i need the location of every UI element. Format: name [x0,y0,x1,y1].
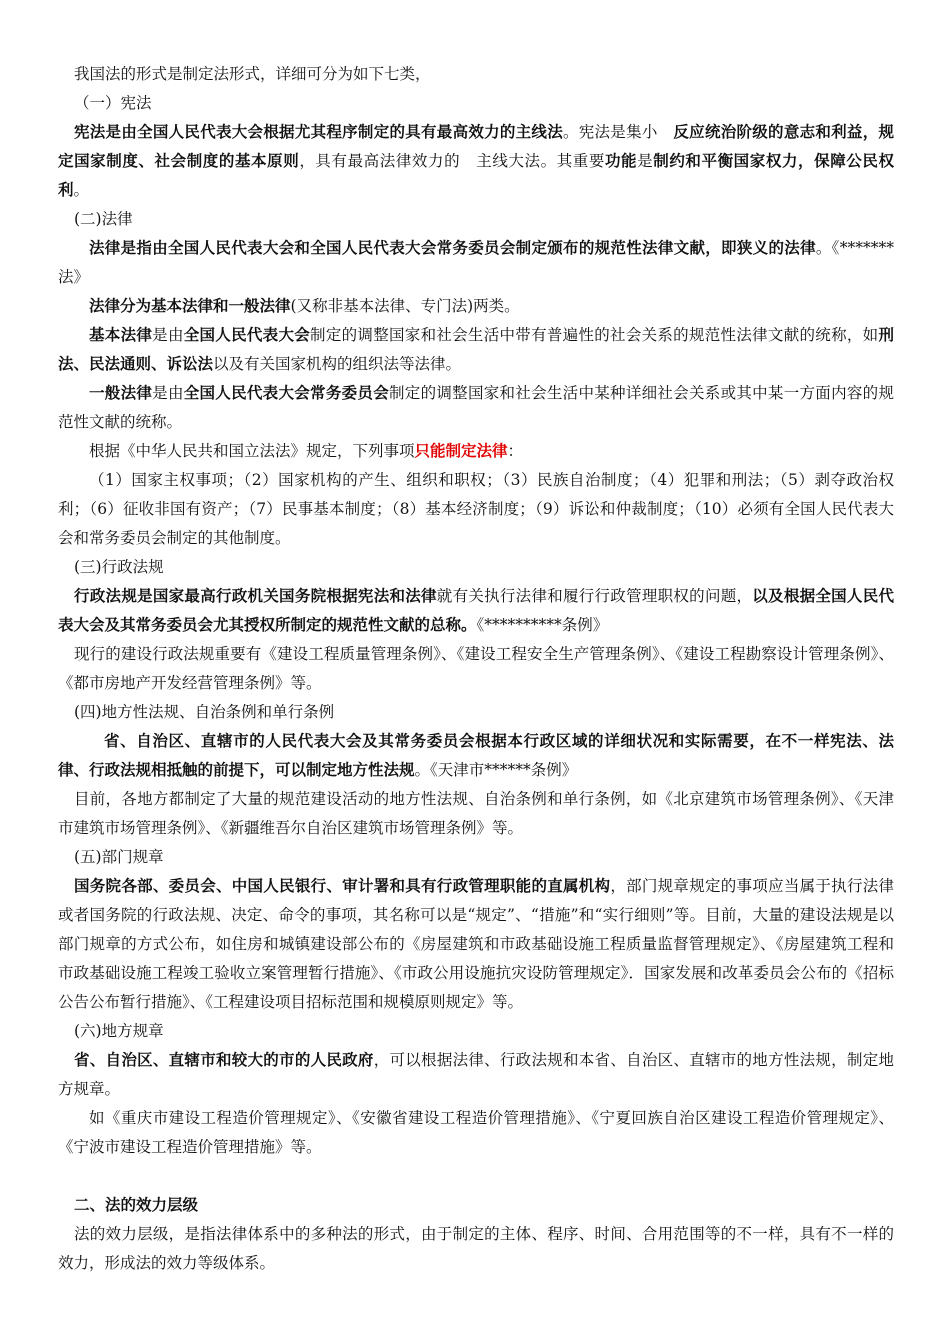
text: 根据《中华人民共和国立法法》规定，下列事项 [89,442,415,460]
text: ，可以根据法律、行政法规和本省、自治区、直辖市的地方性法规，制定地方规章。 [58,1051,894,1098]
administrative-examples-paragraph: 现行的建设行政法规重要有《建设工程质量管理条例》、《建设工程安全生产管理条例》、《建设工程勘察设计管理条例》、《都市房地产开发经营管理条例》等。 [58,645,894,692]
bold-text: 制约和平衡国家权力，保障公民权利 [58,152,894,199]
section-heading-department-rules: (五)部门规章 [74,848,164,866]
spacer [58,1162,894,1191]
local-rules-examples-paragraph: 如《重庆市建设工程造价管理规定》、《安徽省建设工程造价管理措施》、《宁夏回族自治区建设工程造价管理规定》、《宁波市建设工程造价管理措施》等。 [58,1109,894,1156]
bold-text: 一般法律 [89,384,153,402]
constitution-paragraph [58,118,894,205]
text: 是由 [152,384,184,402]
local-examples-paragraph: 目前，各地方都制定了大量的规范建设活动的地方性法规、自治条例和单行条例，如《北京建筑市场管理条例》、《天津市建筑市场管理条例》、《新疆维吾尔自治区建筑市场管理条例》等。 [58,790,894,837]
text: ，具有最高法律效力的 主线大法。其重要 [299,152,605,170]
bold-text: 法律是指由全国人民代表大会和全国人民代表大会常务委员会制定颁布的规范性法律文献，即狭义的法律 [89,239,816,257]
legislation-law-paragraph [58,437,894,466]
text: 以及有关国家机构的组织法等法律。 [213,355,462,373]
text: ，部门规章规定的事项应当属于执行法律或者国务院的行政法规、决定、命令的事项，其名称可以是“规定”、“措施”和“实行细则”等。目前，大量的建设法规是以部门规章的方式公布，如住房和城镇建设部公布的《房屋建筑和市政基础设施工程质量监督管理规定》、《房屋建筑工程和市政基础设施工程竣工验收立案管理暂行措施》、《市政公用设施抗灾设防管理规定》．国家发展和改革委员会公布的《招标公告公布暂行措施》、《工程建设项目招标范围和规模原则规定》等。 [58,877,894,1011]
text: 制定的调整国家和社会生活中带有普遍性的社会关系的规范性法律文献的统称，如 [310,326,879,344]
text: 《**********条例》 [476,616,609,634]
text: ： [507,442,524,460]
section-heading-law: (二)法律 [74,210,133,228]
text: 是 [637,152,654,170]
bold-text: 行政法规是国家最高行政机关国务院根据宪法和法律 [74,587,437,605]
bold-text: 省、自治区、直辖市的人民代表大会及其常务委员会根据本行政区域的详细状况和实际需要，在不一样宪法、法律、行政法规相抵触的前提下，可以制定地方性法规 [58,732,894,779]
bold-text: 功能 [604,152,638,170]
section-heading-local-rules: (六)地方规章 [74,1022,164,1040]
bold-text: 法律分为基本法律和一般法律 [89,297,291,315]
text: 。 [73,181,90,199]
document-page [58,60,894,1278]
law-definition-paragraph [58,234,894,292]
department-rules-paragraph [58,872,894,1017]
reserved-matters-list: （1）国家主权事项；（2）国家机构的产生、组织和职权；（3）民族自治制度；（4）犯罪和刑法；（5）剥夺政治权利；（6）征收非国有资产；（7）民事基本制度；（8）基本经济制度；（9）诉讼和仲裁制度；（10）必须有全国人民代表大会和常务委员会制定的其他制度。 [58,471,894,547]
administrative-regulations-paragraph [58,582,894,640]
local-rules-paragraph [58,1046,894,1104]
general-law-paragraph [58,379,894,437]
text: 是由 [152,326,184,344]
section-heading-constitution: （一）宪法 [74,94,152,112]
text: 就有关执行法律和履行行政管理职权的问题， [436,587,753,605]
bold-text: 基本法律 [89,326,153,344]
bold-text: 以及根据全国人民代表大会及其常务委员会尤其授权所制定的规范性文献的总称。 [58,587,894,634]
bold-text: 刑法、民法通则、诉讼法 [58,326,894,373]
effect-hierarchy-paragraph: 法的效力层级，是指法律体系中的多种法的形式，由于制定的主体、程序、时间、合用范围等的不一样，具有不一样的效力，形成法的效力等级体系。 [58,1225,894,1272]
local-regulations-paragraph [58,727,894,785]
section-heading-administrative-regulations: (三)行政法规 [74,558,164,576]
law-types-paragraph [58,292,894,321]
text: 。《*******法》 [58,239,894,286]
bold-text: 反应统治阶级的意志和利益，规定国家制度、社会制度的基本原则 [58,123,894,170]
text: (又称非基本法律、专门法)两类。 [290,297,520,315]
intro-paragraph: 我国法的形式是制定法形式，详细可分为如下七类， [74,65,431,83]
highlight-text: 只能制定法律 [414,442,508,460]
bold-text: 国务院各部、委员会、中国人民银行、审计署和具有行政管理职能的直属机构 [74,877,611,895]
bold-text: 全国人民代表大会常务委员会 [183,384,389,402]
bold-text: 二、法的效力层级 [74,1196,199,1214]
section-heading-local-regulations: (四)地方性法规、自治条例和单行条例 [74,703,335,721]
part-heading-effect-hierarchy [58,1191,894,1220]
text: 。宪法是集小 [562,123,674,141]
text: 制定的调整国家和社会生活中某种详细社会关系或其中某一方面内容的规范性文献的统称。 [58,384,894,431]
text: 。《天津市******条例》 [414,761,578,779]
bold-text: 省、自治区、直辖市和较大的市的人民政府 [74,1051,374,1069]
bold-text: 宪法是由全国人民代表大会根据尤其程序制定的具有最高效力的主线法 [74,123,563,141]
basic-law-paragraph [58,321,894,379]
bold-text: 全国人民代表大会 [183,326,311,344]
